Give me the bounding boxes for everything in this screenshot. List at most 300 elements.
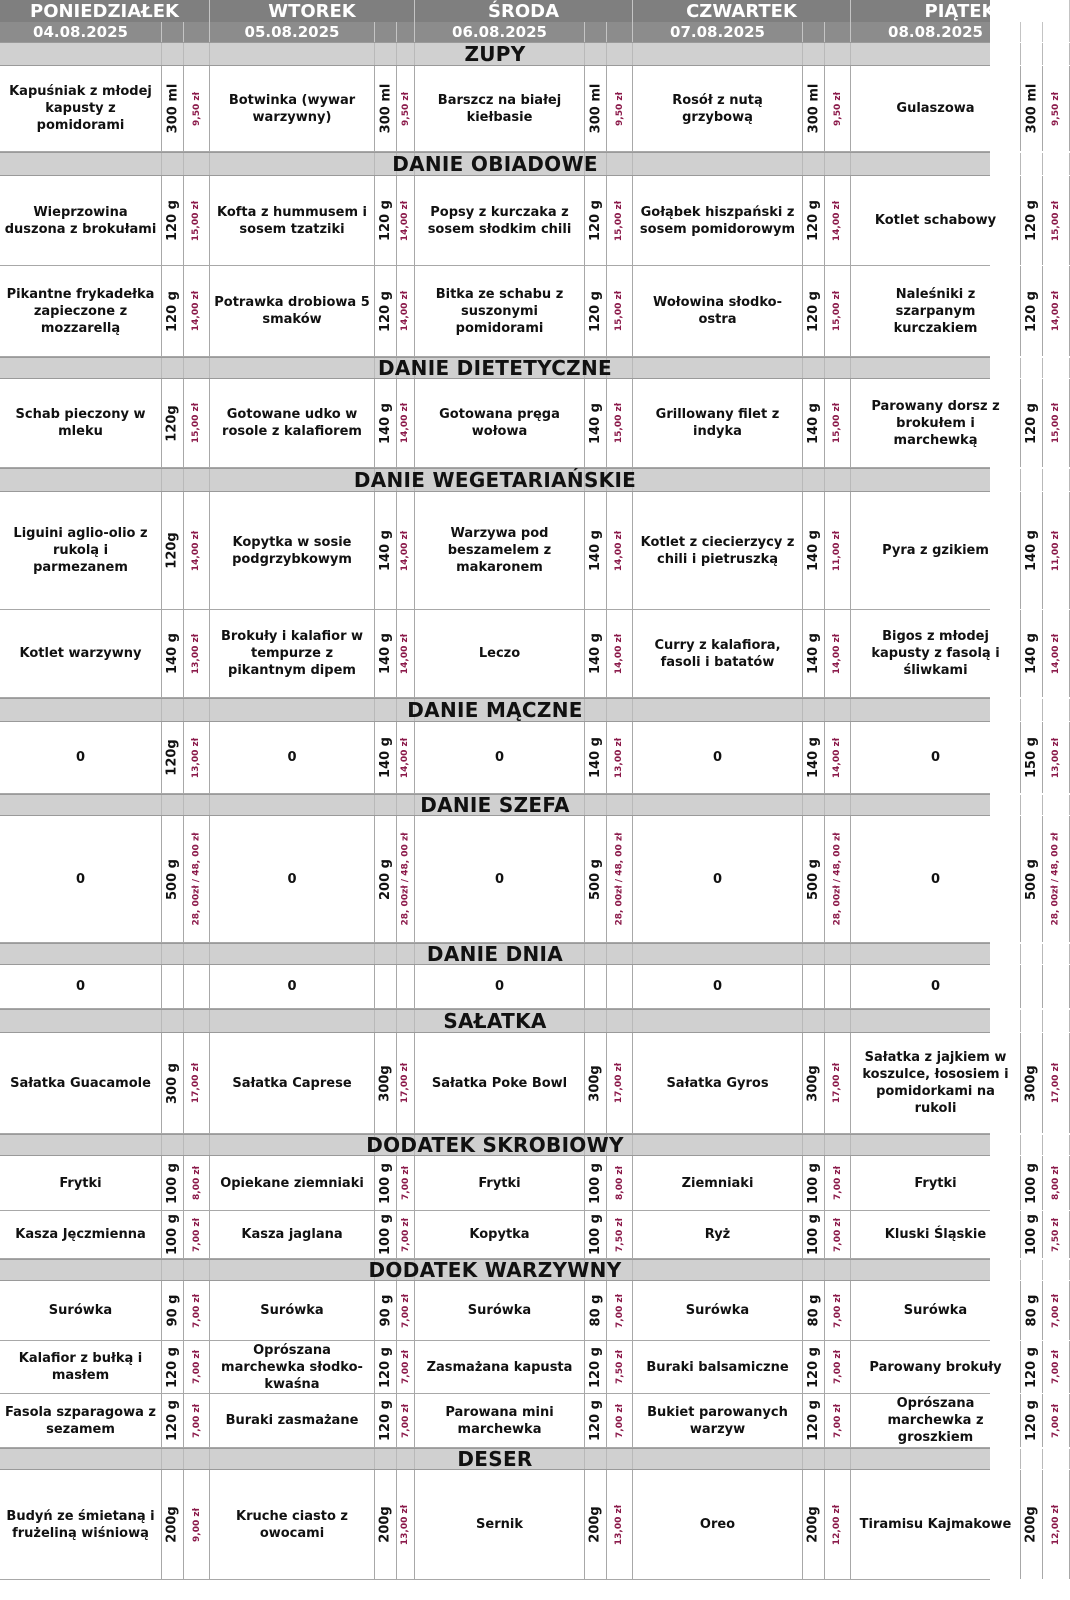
dish-weight: 300g: [378, 1064, 394, 1102]
price-cell-wednesday: [607, 1341, 633, 1393]
section-header: [0, 794, 990, 816]
price-cell-wednesday: [607, 610, 633, 697]
section-title: DANIE WEGETARIAŃSKIE: [353, 468, 637, 492]
weight-cell-tuesday: [375, 722, 397, 793]
dish-name-thursday: Bukiet parowanych warzyw: [633, 1394, 803, 1447]
dish-price: 15,00 zł: [1051, 402, 1061, 444]
dish-price: 7,00 zł: [400, 1293, 411, 1328]
weight-cell-wednesday: [585, 965, 607, 1008]
weight-cell-wednesday: [585, 176, 607, 265]
dish-price: 14,00 zł: [832, 633, 843, 674]
dish-name-thursday: Wołowina słodko-ostra: [633, 266, 803, 356]
section-title: DANIE OBIADOWE: [392, 152, 598, 176]
weight-cell-tuesday: [375, 1341, 397, 1393]
dish-weight: 120 g: [806, 290, 821, 332]
section-title: DANIE DNIA: [426, 942, 564, 966]
dish-weight: 200 g: [378, 858, 393, 900]
price-cell-wednesday: [607, 379, 633, 467]
dish-price: 14,00 zł: [614, 633, 625, 674]
dish-weight: 120 g: [806, 1346, 821, 1388]
dish-weight: 120 g: [378, 200, 393, 241]
dish-price: 7,50 zł: [614, 1217, 625, 1252]
dish-name-wednesday: 0: [415, 816, 585, 942]
price-cell-friday: [1043, 66, 1070, 151]
price-cell-thursday: [825, 722, 851, 793]
dish-weight: 100 g: [588, 1162, 603, 1204]
dish-price: 14,00 zł: [400, 737, 411, 778]
price-cell-tuesday: [397, 816, 415, 942]
date-header-row: [0, 22, 990, 42]
dish-price: 14,00 zł: [191, 290, 202, 332]
price-cell-thursday: [825, 816, 851, 942]
dish-price: 12,00 zł: [1051, 1504, 1061, 1545]
section-header: [0, 1009, 990, 1033]
dish-name-tuesday: 0: [210, 816, 375, 942]
day-header-thursday: CZWARTEK: [633, 0, 851, 22]
dish-name-thursday: Sałatka Gyros: [633, 1033, 803, 1133]
weight-cell-friday: [1021, 176, 1043, 265]
dish-weight: 120 g: [1024, 1400, 1039, 1441]
price-cell-wednesday: [607, 965, 633, 1008]
price-cell-monday: [184, 266, 210, 356]
dish-price: 7,00 zł: [191, 1403, 202, 1438]
dish-weight: 120 g: [1024, 402, 1039, 444]
dish-weight: 500 g: [588, 858, 603, 900]
dish-weight: 100 g: [1024, 1162, 1039, 1204]
weight-cell-monday: [162, 176, 184, 265]
dish-name-wednesday: Surówka: [415, 1281, 585, 1340]
dish-name-friday: Frytki: [851, 1156, 1021, 1210]
weight-cell-monday: [162, 266, 184, 356]
dish-weight: 140 g: [165, 633, 180, 674]
dish-price: 28, 00zł / 48, 00 zł: [614, 832, 625, 926]
dish-price: 28, 00zł / 48, 00 zł: [400, 832, 411, 926]
dish-price: 7,50 zł: [614, 1350, 625, 1384]
price-cell-monday: [184, 1211, 210, 1258]
weight-cell-monday: [162, 1470, 184, 1579]
price-cell-wednesday: [607, 1470, 633, 1579]
day-header-monday: PONIEDZIAŁEK: [0, 0, 210, 22]
date-thursday: 07.08.2025: [633, 22, 803, 42]
price-cell-monday: [184, 1033, 210, 1133]
dish-price: 13,00 zł: [614, 737, 625, 778]
dish-weight: 140 g: [378, 737, 393, 778]
dish-name-tuesday: Kopytka w sosie podgrzybkowym: [210, 492, 375, 609]
weight-cell-tuesday: [375, 266, 397, 356]
price-cell-monday: [184, 1281, 210, 1340]
dish-weight: 100 g: [806, 1162, 821, 1204]
dish-price: 13,00 zł: [1051, 737, 1061, 778]
price-cell-friday: [1043, 816, 1070, 942]
weight-cell-monday: [162, 816, 184, 942]
section-header: [0, 943, 990, 965]
dish-weight: 120 g: [378, 1400, 393, 1441]
weight-cell-monday: [162, 1156, 184, 1210]
dish-name-wednesday: Warzywa pod beszamelem z makaronem: [415, 492, 585, 609]
dish-weight: 300g: [806, 1064, 822, 1102]
dish-name-monday: Frytki: [0, 1156, 162, 1210]
price-cell-friday: [1043, 1211, 1070, 1258]
dish-name-friday: 0: [851, 965, 1021, 1008]
date-wednesday: 06.08.2025: [415, 22, 585, 42]
weight-cell-tuesday: [375, 1211, 397, 1258]
day-header-wednesday: ŚRODA: [415, 0, 633, 22]
dish-name-friday: Tiramisu Kajmakowe: [851, 1470, 1021, 1579]
weight-cell-friday: [1021, 1394, 1043, 1447]
price-cell-wednesday: [607, 1394, 633, 1447]
price-cell-friday: [1043, 1470, 1070, 1579]
dish-weight: 300 ml: [806, 83, 822, 134]
dish-name-tuesday: Buraki zasmażane: [210, 1394, 375, 1447]
section-header: [0, 152, 990, 176]
dish-name-thursday: Oreo: [633, 1470, 803, 1579]
dish-weight: 80 g: [588, 1294, 603, 1327]
dish-price: 7,00 zł: [191, 1217, 202, 1252]
dish-name-tuesday: Oprószana marchewka słodko-kwaśna: [210, 1341, 375, 1393]
price-cell-monday: [184, 1394, 210, 1447]
price-cell-tuesday: [397, 965, 415, 1008]
dish-price: 7,00 zł: [1051, 1350, 1062, 1384]
dish-price: 14,00 zł: [614, 530, 625, 571]
dish-weight: 100 g: [165, 1214, 180, 1255]
price-cell-wednesday: [607, 1211, 633, 1258]
price-cell-tuesday: [397, 722, 415, 793]
dish-price: 14,00 zł: [400, 633, 411, 674]
price-cell-tuesday: [397, 266, 415, 356]
weight-cell-friday: [1021, 610, 1043, 697]
price-cell-wednesday: [607, 1156, 633, 1210]
dish-name-wednesday: Popsy z kurczaka z sosem słodkim chili: [415, 176, 585, 265]
dish-price: 14,00 zł: [1051, 290, 1061, 332]
dish-weight: 140 g: [378, 633, 393, 674]
dish-name-friday: 0: [851, 816, 1021, 942]
dish-weight: 120 g: [378, 1346, 393, 1388]
dish-price: 15,00 zł: [832, 402, 843, 444]
price-cell-friday: [1043, 722, 1070, 793]
section-header: [0, 468, 990, 492]
dish-weight: 150 g: [1024, 737, 1039, 778]
dish-name-tuesday: Kofta z hummusem i sosem tzatziki: [210, 176, 375, 265]
price-cell-thursday: [825, 965, 851, 1008]
dish-weight: 120 g: [165, 1346, 180, 1388]
dish-name-friday: Surówka: [851, 1281, 1021, 1340]
dish-price: 14,00 zł: [1051, 633, 1061, 674]
dish-weight: 300g: [1024, 1064, 1040, 1102]
weight-cell-friday: [1021, 379, 1043, 467]
dish-price: 9,50 zł: [614, 91, 625, 126]
dish-price: 17,00 zł: [832, 1062, 843, 1104]
dish-name-friday: Kotlet schabowy: [851, 176, 1021, 265]
weight-cell-monday: [162, 492, 184, 609]
weight-cell-wednesday: [585, 1470, 607, 1579]
price-cell-friday: [1043, 266, 1070, 356]
dish-weight: 140 g: [588, 633, 603, 674]
dish-price: 7,00 zł: [1051, 1293, 1062, 1328]
date-friday: 08.08.2025: [851, 22, 1021, 42]
dish-price: 13,00 zł: [400, 1504, 411, 1545]
weight-cell-wednesday: [585, 1341, 607, 1393]
dish-price: 15,00 zł: [1051, 200, 1061, 241]
dish-price: 14,00 zł: [400, 402, 411, 444]
dish-name-tuesday: Sałatka Caprese: [210, 1033, 375, 1133]
dish-price: 15,00 zł: [832, 290, 843, 332]
weight-cell-monday: [162, 1211, 184, 1258]
dish-weight: 140 g: [378, 402, 393, 444]
dish-name-tuesday: Opiekane ziemniaki: [210, 1156, 375, 1210]
price-cell-tuesday: [397, 66, 415, 151]
menu-row: [0, 1156, 1062, 1211]
weight-cell-thursday: [803, 492, 825, 609]
weight-cell-wednesday: [585, 1281, 607, 1340]
price-cell-monday: [184, 965, 210, 1008]
weight-cell-friday: [1021, 1033, 1043, 1133]
dish-price: 28, 00zł / 48, 00 zł: [832, 832, 843, 926]
dish-price: 28, 00zł / 48, 00 zł: [191, 832, 202, 926]
dish-price: 8,00 zł: [614, 1166, 625, 1200]
weight-cell-thursday: [803, 266, 825, 356]
dish-name-wednesday: Frytki: [415, 1156, 585, 1210]
day-header-friday: PIĄTEK: [851, 0, 1070, 22]
weight-cell-thursday: [803, 66, 825, 151]
price-cell-wednesday: [607, 266, 633, 356]
weight-cell-wednesday: [585, 1394, 607, 1447]
menu-row: [0, 1394, 1062, 1448]
menu-row: [0, 379, 1061, 468]
dish-weight: 120g: [165, 739, 181, 776]
dish-name-tuesday: Potrawka drobiowa 5 smaków: [210, 266, 375, 356]
weight-cell-monday: [162, 1033, 184, 1133]
dish-name-monday: Schab pieczony w mleku: [0, 379, 162, 467]
dish-name-tuesday: Botwinka (wywar warzywny): [210, 66, 375, 151]
dish-weight: 120 g: [588, 1346, 603, 1388]
menu-row: [0, 1033, 1061, 1134]
weight-cell-wednesday: [585, 379, 607, 467]
dish-price: 13,00 zł: [191, 737, 202, 778]
weight-cell-tuesday: [375, 1281, 397, 1340]
dish-name-wednesday: 0: [415, 965, 585, 1008]
price-cell-tuesday: [397, 1470, 415, 1579]
price-cell-thursday: [825, 1394, 851, 1447]
dish-price: 11,00 zł: [832, 530, 843, 571]
dish-name-thursday: Curry z kalafiora, fasoli i batatów: [633, 610, 803, 697]
price-cell-friday: [1043, 1394, 1070, 1447]
dish-name-monday: 0: [0, 722, 162, 793]
dish-price: 14,00 zł: [832, 737, 843, 778]
dish-weight: 500 g: [165, 858, 180, 900]
weight-cell-thursday: [803, 1033, 825, 1133]
price-cell-thursday: [825, 176, 851, 265]
weight-cell-thursday: [803, 722, 825, 793]
dish-name-thursday: Grillowany filet z indyka: [633, 379, 803, 467]
dish-price: 7,00 zł: [832, 1166, 843, 1200]
weight-cell-monday: [162, 1281, 184, 1340]
price-cell-tuesday: [397, 1211, 415, 1258]
menu-row: [0, 722, 1061, 794]
dish-weight: 200g: [378, 1506, 394, 1543]
weight-cell-wednesday: [585, 816, 607, 942]
dish-weight: 500 g: [806, 858, 821, 900]
dish-price: 9,50 zł: [832, 91, 843, 126]
weight-cell-monday: [162, 965, 184, 1008]
dish-weight: 90 g: [165, 1294, 180, 1327]
section-title: DANIE SZEFA: [420, 793, 570, 817]
price-cell-friday: [1043, 965, 1070, 1008]
dish-name-wednesday: Barszcz na białej kiełbasie: [415, 66, 585, 151]
weight-cell-thursday: [803, 176, 825, 265]
dish-name-monday: Wieprzowina duszona z brokułami: [0, 176, 162, 265]
price-cell-wednesday: [607, 722, 633, 793]
weight-cell-tuesday: [375, 610, 397, 697]
price-cell-wednesday: [607, 66, 633, 151]
section-header: [0, 1448, 990, 1470]
dish-name-friday: Kluski Śląskie: [851, 1211, 1021, 1258]
price-cell-thursday: [825, 379, 851, 467]
price-cell-monday: [184, 379, 210, 467]
dish-weight: 500 g: [1024, 858, 1039, 900]
price-cell-friday: [1043, 379, 1070, 467]
dish-price: 17,00 zł: [400, 1062, 411, 1104]
weight-cell-tuesday: [375, 1156, 397, 1210]
dish-weight: 140 g: [806, 402, 821, 444]
price-cell-monday: [184, 176, 210, 265]
dish-name-thursday: 0: [633, 722, 803, 793]
dish-price: 7,00 zł: [400, 1166, 411, 1200]
dish-name-monday: 0: [0, 816, 162, 942]
date-monday: 04.08.2025: [0, 22, 162, 42]
dish-weight: 140 g: [378, 530, 393, 571]
dish-name-thursday: 0: [633, 816, 803, 942]
dish-price: 13,00 zł: [614, 1504, 625, 1545]
dish-name-wednesday: Sałatka Poke Bowl: [415, 1033, 585, 1133]
price-cell-friday: [1043, 1156, 1070, 1210]
menu-row: [0, 1281, 1062, 1341]
dish-weight: 140 g: [588, 530, 603, 571]
weight-cell-monday: [162, 379, 184, 467]
dish-weight: 300 ml: [588, 83, 604, 134]
dish-name-wednesday: Gotowana pręga wołowa: [415, 379, 585, 467]
dish-weight: 140 g: [588, 737, 603, 778]
weight-cell-wednesday: [585, 1156, 607, 1210]
dish-weight: 100 g: [588, 1214, 603, 1255]
dish-name-thursday: 0: [633, 965, 803, 1008]
dish-price: 15,00 zł: [614, 290, 625, 332]
dish-price: 7,00 zł: [400, 1403, 411, 1438]
dish-weight: 300 g: [165, 1062, 180, 1104]
weight-cell-wednesday: [585, 610, 607, 697]
dish-weight: 120 g: [588, 1400, 603, 1441]
dish-name-thursday: Kotlet z ciecierzycy z chili i pietruszką: [633, 492, 803, 609]
price-cell-friday: [1043, 1033, 1070, 1133]
dish-weight: 120g: [165, 404, 181, 442]
weight-cell-tuesday: [375, 66, 397, 151]
menu-row: [0, 965, 990, 1009]
weight-cell-monday: [162, 66, 184, 151]
section-header: [0, 1259, 990, 1281]
weight-cell-friday: [1021, 66, 1043, 151]
section-title: DODATEK WARZYWNY: [368, 1258, 622, 1282]
dish-name-friday: Gulaszowa: [851, 66, 1021, 151]
menu-row: [0, 66, 1062, 152]
menu-row: [0, 176, 1061, 266]
dish-price: 15,00 zł: [614, 200, 625, 241]
dish-weight: 120 g: [1024, 290, 1039, 332]
dish-name-friday: 0: [851, 722, 1021, 793]
dish-name-friday: Parowany dorsz z brokułem i marchewką: [851, 379, 1021, 467]
price-cell-thursday: [825, 1281, 851, 1340]
weight-cell-friday: [1021, 1156, 1043, 1210]
price-cell-wednesday: [607, 176, 633, 265]
date-tuesday: 05.08.2025: [210, 22, 375, 42]
dish-price: 9,50 zł: [1051, 91, 1062, 126]
price-cell-friday: [1043, 492, 1070, 609]
price-cell-thursday: [825, 1341, 851, 1393]
menu-row: [0, 816, 1062, 943]
weight-cell-thursday: [803, 1281, 825, 1340]
weight-cell-tuesday: [375, 176, 397, 265]
weight-cell-tuesday: [375, 816, 397, 942]
price-cell-thursday: [825, 1033, 851, 1133]
dish-weight: 300g: [588, 1064, 604, 1102]
weight-cell-thursday: [803, 610, 825, 697]
dish-name-thursday: Buraki balsamiczne: [633, 1341, 803, 1393]
price-cell-monday: [184, 1156, 210, 1210]
dish-price: 14,00 zł: [400, 200, 411, 241]
dish-name-friday: Bigos z młodej kapusty z fasolą i śliwkami: [851, 610, 1021, 697]
dish-weight: 140 g: [1024, 633, 1039, 674]
dish-name-wednesday: Kopytka: [415, 1211, 585, 1258]
price-cell-monday: [184, 722, 210, 793]
dish-price: 14,00 zł: [400, 290, 411, 332]
dish-price: 7,00 zł: [614, 1293, 625, 1328]
section-title: DODATEK SKROBIOWY: [366, 1133, 624, 1157]
dish-name-monday: Liguini aglio-olio z rukolą i parmezanem: [0, 492, 162, 609]
dish-weight: 300 ml: [165, 83, 181, 134]
dish-name-wednesday: Bitka ze schabu z suszonymi pomidorami: [415, 266, 585, 356]
dish-weight: 120g: [165, 532, 181, 569]
dish-price: 7,00 zł: [832, 1293, 843, 1328]
weight-cell-thursday: [803, 1470, 825, 1579]
weight-cell-thursday: [803, 379, 825, 467]
weight-cell-tuesday: [375, 1033, 397, 1133]
dish-name-monday: Fasola szparagowa z sezamem: [0, 1394, 162, 1447]
weight-cell-tuesday: [375, 965, 397, 1008]
price-cell-thursday: [825, 266, 851, 356]
weight-cell-thursday: [803, 1156, 825, 1210]
section-header: [0, 357, 990, 379]
section-title: ZUPY: [464, 42, 526, 66]
dish-name-thursday: Surówka: [633, 1281, 803, 1340]
weight-cell-thursday: [803, 965, 825, 1008]
price-cell-monday: [184, 1470, 210, 1579]
weight-cell-friday: [1021, 722, 1043, 793]
dish-name-monday: Kasza Jęczmienna: [0, 1211, 162, 1258]
dish-price: 14,00 zł: [832, 200, 843, 241]
weight-cell-wednesday: [585, 266, 607, 356]
dish-price: 13,00 zł: [191, 633, 202, 674]
weight-cell-wednesday: [585, 66, 607, 151]
dish-name-wednesday: Zasmażana kapusta: [415, 1341, 585, 1393]
dish-weight: 140 g: [806, 633, 821, 674]
weight-cell-friday: [1021, 1470, 1043, 1579]
weight-cell-monday: [162, 610, 184, 697]
dish-weight: 140 g: [588, 402, 603, 444]
dish-name-friday: Sałatka z jajkiem w koszulce, łososiem i pomidorkami na rukoli: [851, 1033, 1021, 1133]
dish-price: 15,00 zł: [191, 200, 202, 241]
dish-weight: 120 g: [588, 200, 603, 241]
price-cell-thursday: [825, 66, 851, 151]
dish-name-friday: Pyra z gzikiem: [851, 492, 1021, 609]
dish-weight: 100 g: [806, 1214, 821, 1255]
